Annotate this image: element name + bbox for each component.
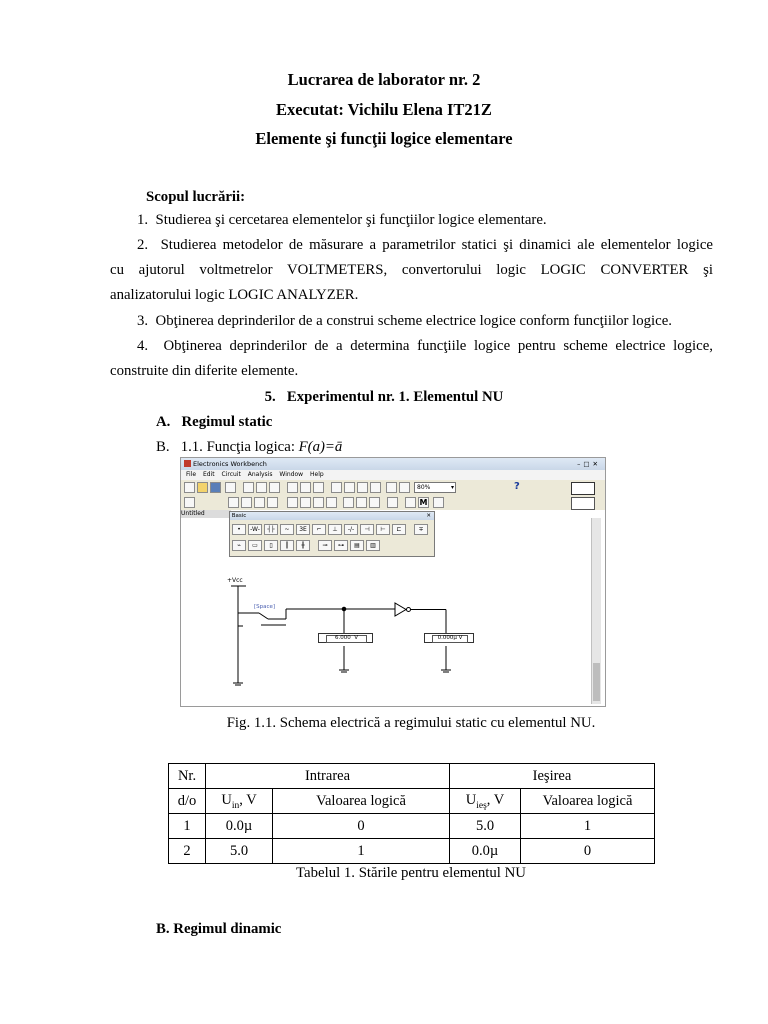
cell-val-out: 1 [521,814,655,839]
cell-val-out: 0 [521,839,655,864]
m-icon[interactable]: M [419,498,428,507]
dc-motor-icon[interactable]: ⊶ [334,540,348,551]
scope-item-3 [137,309,672,334]
voltmeter-output-display [432,635,468,643]
scope-item-2-line-3: analizatorului logic LOGIC ANALYZER. [110,287,359,303]
var-inductor-icon[interactable]: ║ [280,540,294,551]
scope-item-4-num: 4. [137,338,149,354]
scope-item-2-line-1 [137,233,713,258]
header-uin: $U_{in}$, V [206,789,273,814]
experiment-title: Experimentul nr. 1. Elementul NU [286,389,504,405]
table-caption: Tabelul 1. Stările pentru elementul NU [296,865,526,881]
scope-item-4-line-2: construite din diferite elemente. [110,363,299,379]
header-do: d/o [169,789,206,814]
cell-uin: 0.0µ [206,814,273,839]
table-row [169,814,655,839]
cell-nr: 2 [169,839,206,864]
section-b-letter: B. [156,439,170,455]
cell-val-in: 1 [273,839,450,864]
crystal-icon[interactable]: ⊸ [318,540,332,551]
resistor-icon[interactable]: -W- [248,524,262,535]
capacitor-icon[interactable]: ┤├ [264,524,278,535]
palette-title: Basic [231,513,247,519]
help-icon[interactable]: ? [514,481,520,492]
figure-caption: Fig. 1.1. Schema electrică a regimului static cu elementul NU. [226,715,596,731]
push-switch-icon[interactable]: ⊣ [360,524,374,535]
cell-val-in: 0 [273,814,450,839]
tab-untitled[interactable]: Untitled [181,510,231,518]
workbench-title: Electronics Workbench [193,460,267,468]
vc-switch-icon[interactable]: ⊏ [392,524,406,535]
scope-item-3-num: 3. [137,313,149,329]
table-header-row-1 [169,764,655,789]
scope-heading: Scopul lucrării: [146,189,246,205]
doc-author: Executat: Vichilu Elena IT21Z [276,100,492,119]
header-intrarea: Intrarea [206,764,450,789]
voltmeter-input-display [326,635,367,643]
scope-item-4-text-a: Obţinerea deprinderilor de a determina funcţiile logice pentru scheme electrice logice, [163,338,713,354]
logic-formula: F(a)=ā [298,439,343,455]
vcc-label: +Vcc [227,577,243,584]
relay-icon[interactable]: ⌐ [312,524,326,535]
header-val-out: Valoarea logică [521,789,655,814]
table-row [169,839,655,864]
polarized-cap-icon[interactable]: ╫ [296,540,310,551]
scope-item-1-text: Studierea şi cercetarea elementelor şi funcţiilor logice elementare. [155,212,547,228]
states-table [168,763,655,864]
voltmeter-output-value: 0.000µ [437,635,457,641]
header-nr: Nr. [169,764,206,789]
circuit-diagram [181,458,605,706]
not-gate [395,603,406,616]
header-uies: $U_{ieş}$, V [450,789,521,814]
cell-nr: 1 [169,814,206,839]
transformer-icon[interactable]: 3E [296,524,310,535]
window-controls-icon[interactable]: –□✕ [577,460,601,468]
menu-window[interactable]: Window [279,471,304,478]
header-iesirea: Ieşirea [450,764,655,789]
resistor-pack-icon[interactable]: ▤ [350,540,364,551]
chevron-down-icon: ▾ [450,484,454,491]
cell-uies: 5.0 [450,814,521,839]
menu-file[interactable]: File [186,471,197,478]
var-resistor-icon[interactable]: ▭ [248,540,262,551]
section-a-label: Regimul static [181,414,273,430]
voltmeter-output-unit: V [458,635,463,641]
switch-lever [259,613,268,619]
header-val-in: Valoarea logică [273,789,450,814]
menu-help[interactable]: Help [310,471,324,478]
scope-item-2-line-2: cu ajutorul voltmetrelor VOLTMETERS, convertorului logic LOGIC CONVERTER şi [110,262,713,278]
voltmeter-input [318,633,373,643]
voltmeter-output [424,633,474,643]
scope-item-4-line-1 [137,334,713,359]
pullup-icon[interactable]: ⌁ [232,540,246,551]
delay-switch-icon[interactable]: ⊢ [376,524,390,535]
menu-analysis[interactable]: Analysis [247,471,273,478]
fuse-icon[interactable]: ∓ [414,524,428,535]
table-header-row-2 [169,789,655,814]
doc-subtitle: Elemente şi funcţii logice elementare [255,129,513,148]
scope-item-3-text: Obţinerea deprinderilor de a construi scheme electrice logice conform funcţiilor logice. [155,313,672,329]
scope-item-2-num: 2. [137,237,149,253]
experiment-heading [0,385,768,410]
menu-circuit[interactable]: Circuit [221,471,241,478]
section-dynamic: B. Regimul dinamic [156,921,282,937]
workbench-screenshot [180,457,606,707]
section-a [156,410,272,435]
var-capacitor-icon[interactable]: ▯ [264,540,278,551]
scope-item-1-num: 1. [137,212,149,228]
scope-item-1 [137,208,547,233]
voltmeter-input-value: 6.000 [334,635,351,641]
pot-icon[interactable]: -/- [344,524,358,535]
not-gate-bubble [407,608,411,612]
switch-key-label: [Space] [254,604,276,610]
close-icon[interactable]: ✕ [426,513,431,519]
scope-item-2-text-a: Studierea metodelor de măsurare a parametrilor statici şi dinamici ale elementelor logice [160,237,713,253]
voltmeter-input-unit: V [354,635,358,641]
connector-icon[interactable]: • [232,524,246,535]
experiment-num: 5. [264,389,276,405]
nonlinear-transformer-icon[interactable]: ▥ [366,540,380,551]
doc-title: Lucrarea de laborator nr. 2 [287,70,481,89]
inductor-icon[interactable]: ~ [280,524,294,535]
cell-uies: 0.0µ [450,839,521,864]
switch-icon[interactable]: ⊥ [328,524,342,535]
zoom-value: 80% [417,484,431,491]
cell-uin: 5.0 [206,839,273,864]
menu-edit[interactable]: Edit [202,471,215,478]
section-a-letter: A. [156,414,171,430]
section-b-label: 1.1. Funcţia logica: [180,439,295,455]
